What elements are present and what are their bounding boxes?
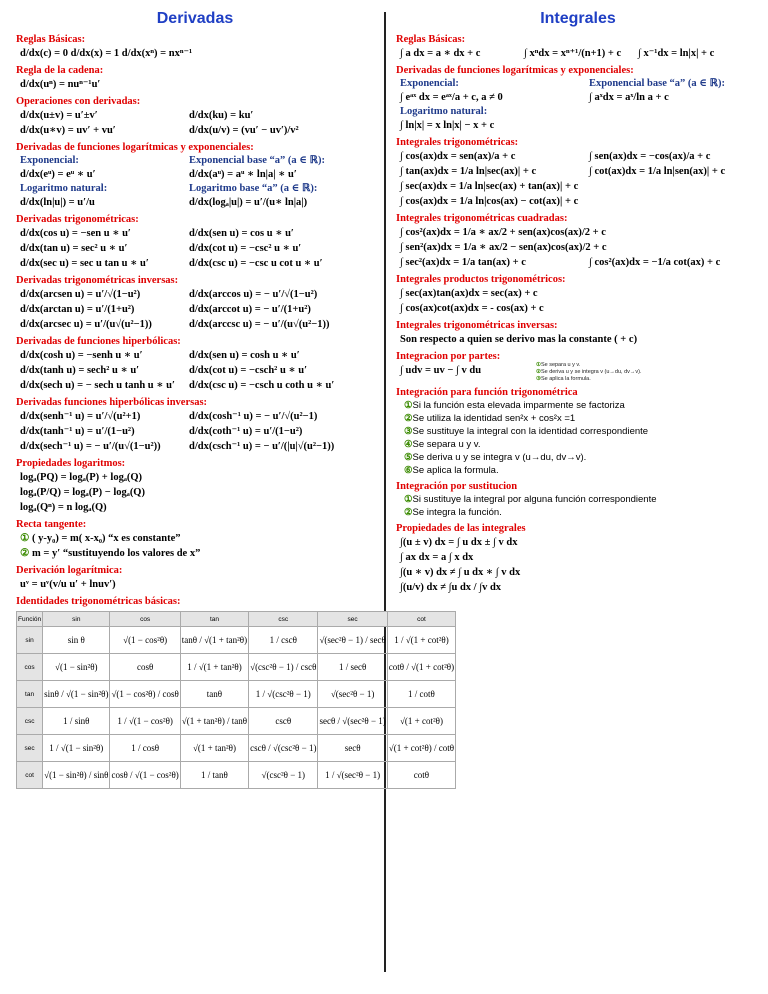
formula-cell: ∫ a dx = a ∗ dx + c — [400, 48, 481, 59]
table-cell: cscθ / √(csc²θ − 1) — [249, 735, 318, 762]
formula-cell: ∫ cos²(ax)dx = −1/a cot(ax) + c — [589, 257, 721, 268]
formula-cell: ∫ aˣdx = aˣ/ln a + c — [589, 92, 669, 103]
formula-line: logₐ(Qⁿ) = n logₐ(Q) — [20, 502, 107, 513]
table-cell: tanθ / √(1 + tan²θ) — [180, 627, 248, 654]
formula-cell: ∫ cot(ax)dx = 1/a ln|sen(ax)| + c — [589, 166, 726, 177]
formula-line: ∫ sec(ax)tan(ax)dx = sec(ax) + c — [400, 288, 538, 299]
formula-subheading: Exponencial base “a” (a ∈ ℝ): — [589, 78, 725, 89]
step-number: ② — [404, 507, 413, 518]
small-note-text: Se deriva u y se integra v (u→du, dv→v). — [540, 369, 642, 375]
formula-cell — [585, 105, 768, 118]
step-text: Se aplica la formula. — [412, 465, 499, 476]
section-heading: Identidades trigonométricas básicas: — [16, 596, 181, 607]
small-note-text: Se separa u y v. — [540, 362, 581, 368]
formula-cell: d/dx(arccot u) = − u′/(1+u²) — [189, 304, 311, 315]
formula-row — [16, 317, 374, 332]
formula-cell: ∫ ln|x| = x ln|x| − x + c — [400, 120, 495, 131]
formula-cell: d/dx(sec u) = sec u tan u ∗ u′ — [20, 258, 149, 269]
table-cell: 1 / cosθ — [110, 735, 180, 762]
formula-row — [396, 90, 760, 105]
formula-row — [396, 149, 760, 164]
formula-cell: d/dx(sen u) = cosh u ∗ u′ — [189, 350, 300, 361]
section-heading: Derivadas funciones hiperbólicas inversas: — [16, 397, 208, 408]
table-row-header: csc — [17, 708, 43, 735]
section-heading: Derivadas de funciones hiperbólicas: — [16, 336, 181, 347]
formula-row — [16, 226, 374, 241]
formula-row — [396, 255, 760, 270]
table-header: cot — [387, 612, 455, 627]
step-text: Se sustituye la integral con la identidad correspondiente — [412, 426, 649, 437]
table-cell: √(1 + cot²θ) / cotθ — [387, 735, 455, 762]
formula-cell: d/dx(arccsc u) = − u′/(u√(u²−1)) — [189, 319, 330, 330]
table-header: sec — [318, 612, 387, 627]
formula-cell — [585, 240, 768, 255]
section-heading: Propiedades logaritmos: — [16, 458, 126, 469]
section-heading: Operaciones con derivadas: — [16, 96, 141, 107]
step-text: Si la función esta elevada imparmente se factoriza — [412, 400, 625, 411]
formula-row — [396, 46, 760, 61]
table-cell: secθ / √(sec²θ − 1) — [318, 708, 387, 735]
table-cell: √(1 − cos²θ) / cosθ — [110, 681, 180, 708]
formula-cell: d/dx(logₐ|u|) = u′/(u∗ ln|a|) — [189, 197, 308, 208]
formula-cell: d/dx(tan u) = sec² u ∗ u′ — [20, 243, 128, 254]
formula-row — [16, 302, 374, 317]
column-divider — [384, 12, 386, 972]
integrales-column — [396, 30, 760, 595]
formula-cell: d/dx(u∗v) = uv′ + vu′ — [20, 125, 116, 136]
table-cell: 1 / cotθ — [387, 681, 455, 708]
formula-cell — [585, 179, 768, 194]
formula-row — [16, 154, 374, 167]
table-cell: √(1 − sin²θ) — [43, 654, 110, 681]
formula-cell: ∫ xⁿdx = xⁿ⁺¹/(n+1) + c — [524, 48, 622, 59]
step-text: Se separa u y v. — [412, 439, 481, 450]
table-cell: 1 / √(1 − sin²θ) — [43, 735, 110, 762]
table-cell: 1 / √(1 − cos²θ) — [110, 708, 180, 735]
formula-cell: d/dx(ku) = ku′ — [189, 110, 254, 121]
step-line — [396, 425, 760, 438]
small-note — [536, 369, 760, 376]
formula-line: ∫(u ∗ v) dx ≠ ∫ u dx ∗ ∫ v dx — [400, 567, 521, 578]
formula-cell: ∫ sec(ax)dx = 1/a ln|sec(ax) + tan(ax)| + c — [400, 181, 579, 192]
section-heading: Derivadas de funciones logarítmicas y exponenciales: — [396, 65, 634, 76]
formula-cell — [585, 118, 768, 133]
formula-cell: d/dx(csc u) = −csc u cot u ∗ u′ — [189, 258, 323, 269]
numbered-line — [16, 531, 374, 546]
table-cell: √(csc²θ − 1) — [249, 762, 318, 789]
section-heading: Derivadas de funciones logarítmicas y exponenciales: — [16, 142, 254, 153]
left-col-title: Derivadas — [156, 10, 234, 27]
table-cell: cosθ — [110, 654, 180, 681]
formula-subheading: Exponencial: — [400, 78, 459, 89]
formula-row — [396, 240, 760, 255]
section-heading: Regla de la cadena: — [16, 65, 104, 76]
formula-row — [16, 256, 374, 271]
table-cell: √(1 + tan²θ) / tanθ — [180, 708, 248, 735]
formula-cell — [585, 194, 768, 209]
formula-row — [396, 118, 760, 133]
step-number: ③ — [536, 376, 541, 382]
table-row — [17, 681, 456, 708]
numbered-text: ( y-y₀) = m( x-x₀) “x es constante” — [32, 533, 181, 544]
formula-cell: d/dx(csc u) = −csch u coth u ∗ u′ — [189, 380, 335, 391]
formula-cell: d/dx(cot u) = −csc² u ∗ u′ — [189, 243, 302, 254]
section-heading: Derivación logarítmica: — [16, 565, 123, 576]
formula-line: ∫ cos(ax)cot(ax)dx = - cos(ax) + c — [400, 303, 544, 314]
table-header: csc — [249, 612, 318, 627]
table-cell: √(csc²θ − 1) / cscθ — [249, 654, 318, 681]
step-number: ② — [20, 548, 33, 559]
table-cell: 1 / √(1 + cot²θ) — [387, 627, 455, 654]
formula-row — [396, 105, 760, 118]
step-line — [396, 451, 760, 464]
section-heading: Recta tangente: — [16, 519, 87, 530]
formula-cell: d/dx(cosh⁻¹ u) = − u′/√(u²−1) — [189, 411, 318, 422]
section-heading: Reglas Básicas: — [396, 34, 466, 45]
small-note-text: Se aplica la formula. — [540, 376, 591, 382]
formula-cell: d/dx(sen u) = cos u ∗ u′ — [189, 228, 294, 239]
formula-row — [16, 182, 374, 195]
formula-row — [16, 424, 374, 439]
step-number: ① — [404, 400, 413, 411]
formula-row — [16, 241, 374, 256]
step-number: ① — [536, 362, 541, 368]
table-row-header: sec — [17, 735, 43, 762]
table-row — [17, 735, 456, 762]
step-line — [396, 506, 760, 519]
formula-cell: ∫ sen²(ax)dx = 1/a ∗ ax/2 − sen(ax)cos(ax)/2 + c — [400, 242, 607, 253]
table-cell: √(1 + tan²θ) — [180, 735, 248, 762]
table-header: Función — [17, 612, 43, 627]
table-cell: cosθ / √(1 − cos²θ) — [110, 762, 180, 789]
formula-cell: d/dx(u±v) = u′±v′ — [20, 110, 98, 121]
table-row-header: cot — [17, 762, 43, 789]
formula-cell: d/dx(cosh u) = −senh u ∗ u′ — [20, 350, 143, 361]
table-row-header: sin — [17, 627, 43, 654]
table-header: tan — [180, 612, 248, 627]
formula-row — [396, 194, 760, 209]
formula-row — [16, 287, 374, 302]
formula-cell: ∫ cos(ax)dx = sen(ax)/a + c — [400, 151, 516, 162]
formula-line: logₐ(P/Q) = logₐ(P) − logₐ(Q) — [20, 487, 145, 498]
step-number: ⑥ — [404, 465, 413, 476]
table-cell: 1 / tanθ — [180, 762, 248, 789]
formula-cell: d/dx(arcsen u) = u′/√(1−u²) — [20, 289, 141, 300]
table-cell: 1 / cscθ — [249, 627, 318, 654]
section-heading: Integrales productos trigonométricos: — [396, 274, 566, 285]
step-text: Se utiliza la identidad sen²x + cos²x =1 — [412, 413, 576, 424]
section-heading: Integracion por partes: — [396, 351, 501, 362]
formula-cell: ∫ eᵃˣ dx = eᵃˣ/a + c, a ≠ 0 — [400, 92, 503, 103]
section-heading: Reglas Básicas: — [16, 34, 86, 45]
section-heading: Integrales trigonométricas: — [396, 137, 519, 148]
step-text: Se deriva u y se integra v (u→du, dv→v). — [412, 452, 587, 463]
formula-cell — [585, 225, 768, 240]
formula-cell: d/dx(csch⁻¹ u) = − u′/(|u|√(u²−1)) — [189, 441, 335, 452]
formula-subheading: Logaritmo natural: — [20, 183, 108, 194]
formula-row — [16, 123, 374, 138]
formula-cell: ∫ cos(ax)dx = 1/a ln|cos(ax) − cot(ax)| + c — [400, 196, 579, 207]
formula-cell: ∫ sen(ax)dx = −cos(ax)/a + c — [589, 151, 711, 162]
step-number: ② — [536, 369, 541, 375]
table-cell: tanθ — [180, 681, 248, 708]
formula-row — [396, 179, 760, 194]
step-line — [396, 399, 760, 412]
formula-cell: ∫ sec²(ax)dx = 1/a tan(ax) + c — [400, 257, 526, 268]
trig-identity-table — [16, 611, 456, 789]
table-cell: √(1 − cos²θ) — [110, 627, 180, 654]
formula-row — [16, 167, 374, 182]
table-cell: 1 / √(sec²θ − 1) — [318, 762, 387, 789]
formula-row — [16, 348, 374, 363]
formula-subheading: Exponencial: — [20, 155, 79, 166]
step-number: ② — [404, 413, 413, 424]
formula-line: d/dx(c) = 0 d/dx(x) = 1 d/dx(xⁿ) = nxⁿ⁻¹ — [20, 48, 193, 59]
formula-cell: d/dx(ln|u|) = u′/u — [20, 197, 95, 208]
formula-cell: ∫ cos²(ax)dx = 1/a ∗ ax/2 + sen(ax)cos(ax)/2 + c — [400, 227, 606, 238]
step-line — [396, 464, 760, 477]
formula-cell: d/dx(cos u) = −sen u ∗ u′ — [20, 228, 131, 239]
table-row — [17, 627, 456, 654]
step-number: ③ — [404, 426, 413, 437]
formula-cell: d/dx(arccos u) = − u′/√(1−u²) — [189, 289, 318, 300]
section-heading: Derivadas trigonométricas inversas: — [16, 275, 179, 286]
formula-line: ∫(u ± v) dx = ∫ u dx ± ∫ v dx — [400, 537, 518, 548]
formula-subheading: Logaritmo natural: — [400, 106, 488, 117]
table-row — [17, 708, 456, 735]
table-row — [17, 654, 456, 681]
section-heading: Integrales trigonométricas inversas: — [396, 320, 558, 331]
table-cell: √(1 − sin²θ) / sinθ — [43, 762, 110, 789]
small-note — [536, 376, 760, 383]
formula-subheading: Logaritmo base “a” (a ∈ ℝ): — [189, 183, 318, 194]
formula-line: logₐ(PQ) = logₐ(P) + logₐ(Q) — [20, 472, 143, 483]
table-row-header: tan — [17, 681, 43, 708]
formula-cell: d/dx(tanh u) = sech² u ∗ u′ — [20, 365, 140, 376]
formula-line: ∫ ax dx = a ∫ x dx — [400, 552, 474, 563]
section-heading: Integración por sustitucion — [396, 481, 518, 492]
formula-row — [16, 439, 374, 454]
table-cell: cotθ / √(1 + cot²θ) — [387, 654, 455, 681]
step-number: ⑤ — [404, 452, 413, 463]
formula-cell: d/dx(cot u) = −csch² u ∗ u′ — [189, 365, 308, 376]
step-text: Si sustituye la integral por alguna función correspondiente — [412, 494, 657, 505]
formula-line: uᵛ = uᵛ(v/u u′ + lnuv′) — [20, 579, 116, 590]
table-cell: cscθ — [249, 708, 318, 735]
right-col-title: Integrales — [540, 10, 616, 27]
step-line — [396, 438, 760, 451]
table-cell: √(sec²θ − 1) — [318, 681, 387, 708]
formula-cell: d/dx(senh⁻¹ u) = u′/√(u²+1) — [20, 411, 141, 422]
formula-line: d/dx(uⁿ) = nuⁿ⁻¹u′ — [20, 79, 101, 90]
table-cell: 1 / secθ — [318, 654, 387, 681]
step-number: ① — [404, 494, 413, 505]
step-line — [396, 412, 760, 425]
small-notes — [536, 362, 760, 383]
section-heading: Derivadas trigonométricas: — [16, 214, 139, 225]
numbered-text: m = y′ “sustituyendo los valores de x” — [32, 548, 201, 559]
section-heading: Propiedades de las integrales — [396, 523, 526, 534]
formula-cell: d/dx(arctan u) = u′/(1+u²) — [20, 304, 135, 315]
formula-row — [396, 225, 760, 240]
table-cell: secθ — [318, 735, 387, 762]
step-line — [396, 493, 760, 506]
section-heading: Integrales trigonométricas cuadradas: — [396, 213, 568, 224]
formula-row — [16, 409, 374, 424]
formula-cell: d/dx(coth⁻¹ u) = u′/(1−u²) — [189, 426, 303, 437]
step-number: ① — [20, 533, 33, 544]
table-cell: sinθ / √(1 − sin²θ) — [43, 681, 110, 708]
numbered-line — [16, 546, 374, 561]
table-header: cos — [110, 612, 180, 627]
formula-line: ∫ udv = uv − ∫ v du — [400, 365, 482, 376]
formula-row — [16, 363, 374, 378]
formula-cell: d/dx(arcsec u) = u′/(u√(u²−1)) — [20, 319, 152, 330]
step-text: Se integra la función. — [412, 507, 502, 518]
table-cell: √(sec²θ − 1) / secθ — [318, 627, 387, 654]
table-row — [17, 762, 456, 789]
formula-cell: d/dx(u/v) = (vu′ − uv′)/v² — [189, 125, 299, 136]
formula-row — [16, 108, 374, 123]
formula-row — [396, 77, 760, 90]
formula-row — [16, 378, 374, 393]
table-cell: 1 / √(1 + tan²θ) — [180, 654, 248, 681]
formula-row — [396, 164, 760, 179]
formula-subheading: Exponencial base “a” (a ∈ ℝ): — [189, 155, 325, 166]
step-number: ④ — [404, 439, 413, 450]
formula-cell: d/dx(tanh⁻¹ u) = u′/(1−u²) — [20, 426, 135, 437]
table-cell: √(1 + cot²θ) — [387, 708, 455, 735]
formula-cell: d/dx(sech⁻¹ u) = − u′/(u√(1−u²)) — [20, 441, 161, 452]
table-cell: 1 / sinθ — [43, 708, 110, 735]
table-header: sin — [43, 612, 110, 627]
table-cell: 1 / √(csc²θ − 1) — [249, 681, 318, 708]
table-cell: cotθ — [387, 762, 455, 789]
small-note — [536, 362, 760, 369]
formula-line: ∫(u/v) dx ≠ ∫u dx / ∫v dx — [400, 582, 502, 593]
formula-line: Son respecto a quien se derivo mas la constante ( + c) — [400, 334, 638, 345]
formula-row — [16, 195, 374, 210]
formula-cell: d/dx(aᵘ) = aᵘ ∗ ln|a| ∗ u′ — [189, 169, 297, 180]
formula-cell: d/dx(sech u) = − sech u tanh u ∗ u′ — [20, 380, 175, 391]
table-row-header: cos — [17, 654, 43, 681]
table-cell: sin θ — [43, 627, 110, 654]
section-heading: Integración para función trigonométrica — [396, 387, 578, 398]
formula-cell: d/dx(eᵘ) = eᵘ ∗ u′ — [20, 169, 96, 180]
formula-cell: ∫ tan(ax)dx = 1/a ln|sec(ax)| + c — [400, 166, 537, 177]
formula-cell: ∫ x⁻¹dx = ln|x| + c — [638, 48, 715, 59]
